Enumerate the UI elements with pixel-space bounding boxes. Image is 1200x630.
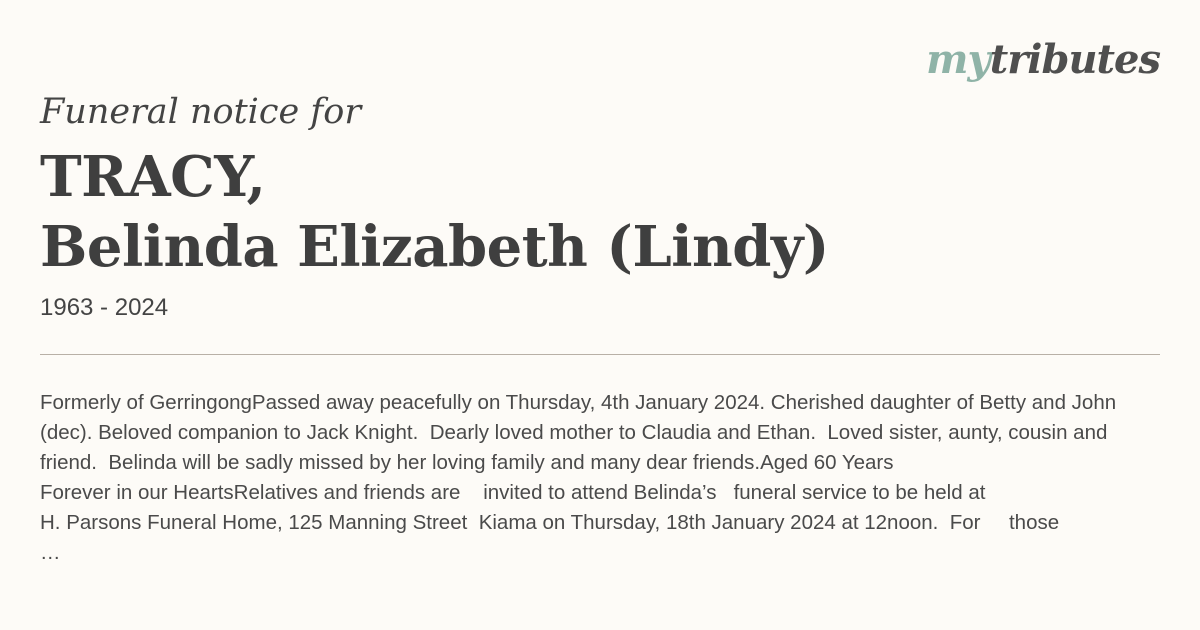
life-years: 1963 - 2024: [40, 294, 169, 321]
deceased-name: [40, 142, 829, 282]
notice-kicker: Funeral notice for: [40, 92, 362, 132]
mytributes-logo[interactable]: [926, 36, 1160, 84]
divider: [40, 354, 1160, 355]
deceased-surname: TRACY,: [40, 144, 266, 210]
logo-suffix: tributes: [989, 36, 1160, 83]
deceased-given-names: Belinda Elizabeth (Lindy): [40, 214, 829, 280]
logo-prefix: my: [926, 36, 990, 83]
notice-text: Formerly of GerringongPassed away peacefully on Thursday, 4th January 2024. Cherished daughter of Betty and John (dec). Beloved companion to Jack Knight. Dearly loved mother to Claudia and Ethan. Loved sister, aunty, cousin and friend. Belinda will be sadly missed by her loving family and many dear friends.Aged 60 Years Forever in our HeartsRelatives and friends are invited to attend Belinda’s funeral service to be held at H. Parsons Funeral Home, 125 Manning Street Kiama on Thursday, 18th January 2024 at 12noon. For those …: [40, 391, 1117, 564]
